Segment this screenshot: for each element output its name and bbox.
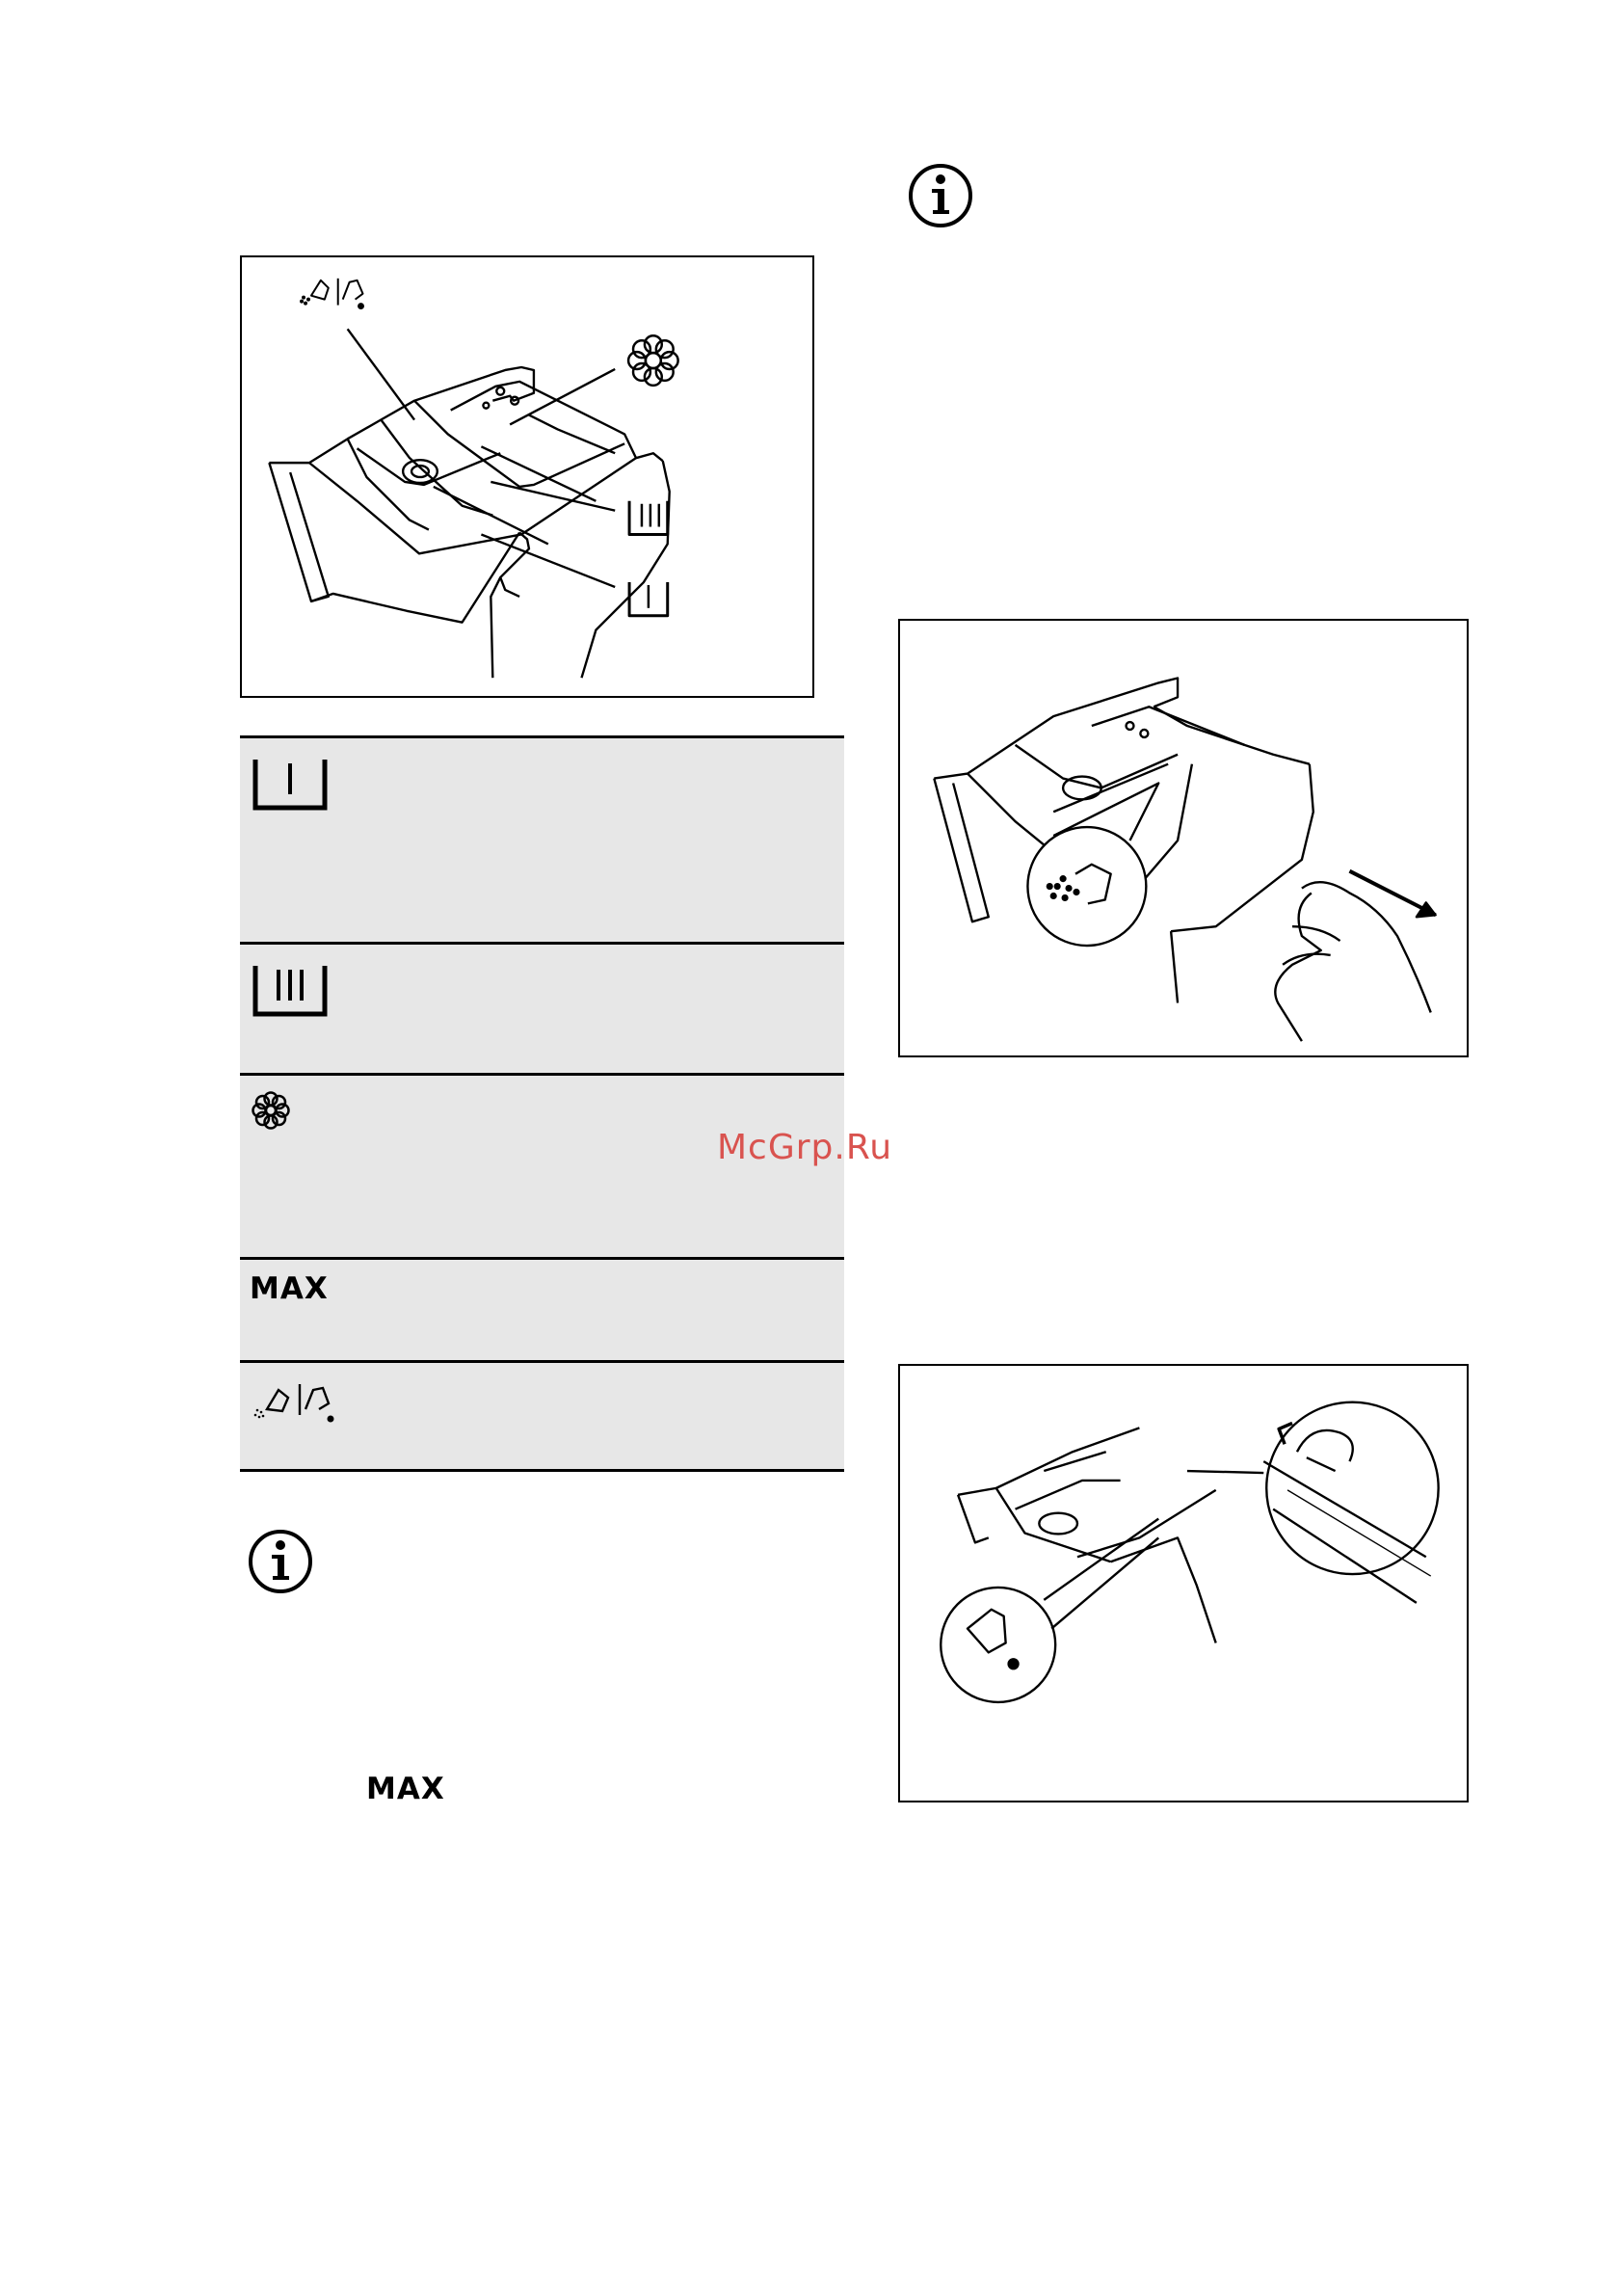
flap-detail-drawing [900, 1366, 1467, 1801]
softener-flower-icon [250, 1089, 292, 1132]
drawer-pull-figure [898, 619, 1469, 1057]
legend-row-flap [240, 1360, 844, 1472]
legend-row-prewash [240, 735, 844, 942]
prewash-compartment-icon [250, 752, 331, 815]
legend-row-max [240, 1257, 844, 1360]
drawer-pull-drawing [900, 621, 1467, 1055]
max-label: MAX [250, 1271, 329, 1306]
main-wash-compartment-icon [250, 958, 331, 1022]
info-icon [247, 1528, 314, 1595]
dispenser-drawing [242, 257, 812, 696]
legend-row-main-wash [240, 942, 844, 1073]
dispenser-figure [240, 255, 814, 698]
info-icon [907, 162, 974, 229]
watermark: McGrp.Ru [717, 1128, 893, 1167]
powder-liquid-flap-icon [250, 1376, 342, 1427]
flap-detail-figure [898, 1364, 1469, 1802]
max-reference-label: MAX [366, 1772, 445, 1806]
compartment-legend [240, 735, 844, 1472]
